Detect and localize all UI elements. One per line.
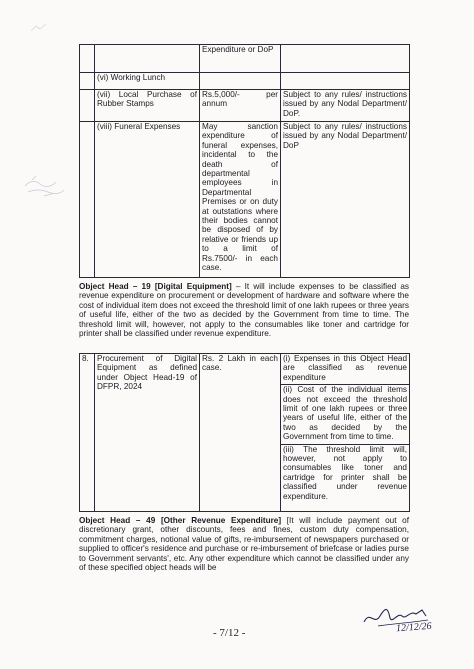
object-head-19-text: – It will include expenses to be classified as revenue expenditure on procurement or development of hardware and software where the cost of individual item does not exceed the threshold limit of one lakh rupees or three years of useful life, either of the two as decided by the Government from time to time. The threshold limit will, however, not apply to the consumables like toner and cartridge for printer shall be classified under revenue expenditure. bbox=[79, 282, 409, 339]
item-cell: (vii) Local Purchase of Rubber Stamps bbox=[95, 90, 200, 122]
table-row bbox=[80, 73, 410, 90]
scan-mark-icon bbox=[30, 22, 50, 34]
object-head-49-text: [It will include payment out of discretionary grant, other discounts, fees and fines, custom duty compensation, commitment charges, notional value of gifts, re-imbursement of newspapers purchased or supplied to officer's residence and purchase or re-imbursement of briefcase or ladies purse to Government servants', etc. Any other expenditure which cannot be classified under any of these specified object heads will be bbox=[79, 516, 410, 573]
condition-cell: Subject to any rules/ instructions issued by any Nodal Department/ DoP. bbox=[281, 90, 410, 122]
items-table-top bbox=[79, 44, 410, 278]
items-table-item8 bbox=[79, 353, 410, 512]
table-row bbox=[80, 354, 410, 512]
faded-stamp-icon bbox=[22, 172, 68, 200]
condition-iii: (iii) The threshold limit will, however, not apply to consumables like toner and cartridge for printer shall be classified under revenue expenditure. bbox=[283, 444, 407, 501]
limit-cell: May sanction expenditure of funeral expenses, incidental to the death of departmental employees in Departmental Premises or on duty at outstations where their bodies cannot be disposed of by relative or friends up to a limit of Rs.7500/- in each case. bbox=[200, 122, 281, 278]
item-cell: (vi) Working Lunch bbox=[95, 73, 200, 90]
table-row bbox=[80, 45, 410, 73]
object-head-19-paragraph bbox=[79, 282, 409, 338]
limit-cell: Rs.5,000/- per annum bbox=[200, 90, 281, 122]
condition-cell: Subject to any rules/ instructions issued by any Nodal Department/ DoP bbox=[281, 122, 410, 278]
limit-cell bbox=[200, 73, 281, 90]
table-row bbox=[80, 90, 410, 122]
object-head-19-heading: Object Head – 19 [Digital Equipment] bbox=[79, 282, 232, 291]
object-head-49-heading: Object Head – 49 [Other Revenue Expenditure] bbox=[79, 516, 282, 525]
page-number: - 7/12 - bbox=[213, 627, 246, 639]
signature-date: 12/12/26 bbox=[395, 620, 432, 635]
object-head-49-paragraph bbox=[79, 516, 409, 572]
item-number: 8. bbox=[80, 354, 95, 512]
continuation-cell: Expenditure or DoP bbox=[200, 45, 281, 73]
item-cell: (viii) Funeral Expenses bbox=[95, 122, 200, 278]
item-cell: Procurement of Digital Equipment as defined under Object Head-19 of DFPR, 2024 bbox=[95, 354, 200, 512]
table-row bbox=[80, 122, 410, 278]
limit-cell: Rs. 2 Lakh in each case. bbox=[200, 354, 281, 512]
condition-i: (i) Expenses in this Object Head are classified as revenue expenditure bbox=[283, 354, 407, 382]
condition-cell bbox=[281, 73, 410, 90]
condition-ii: (ii) Cost of the individual items does not exceed the threshold limit of one lakh rupees or three years of useful life, either of the two as decided by the Government from time to time. bbox=[281, 384, 409, 443]
conditions-cell bbox=[281, 354, 410, 512]
